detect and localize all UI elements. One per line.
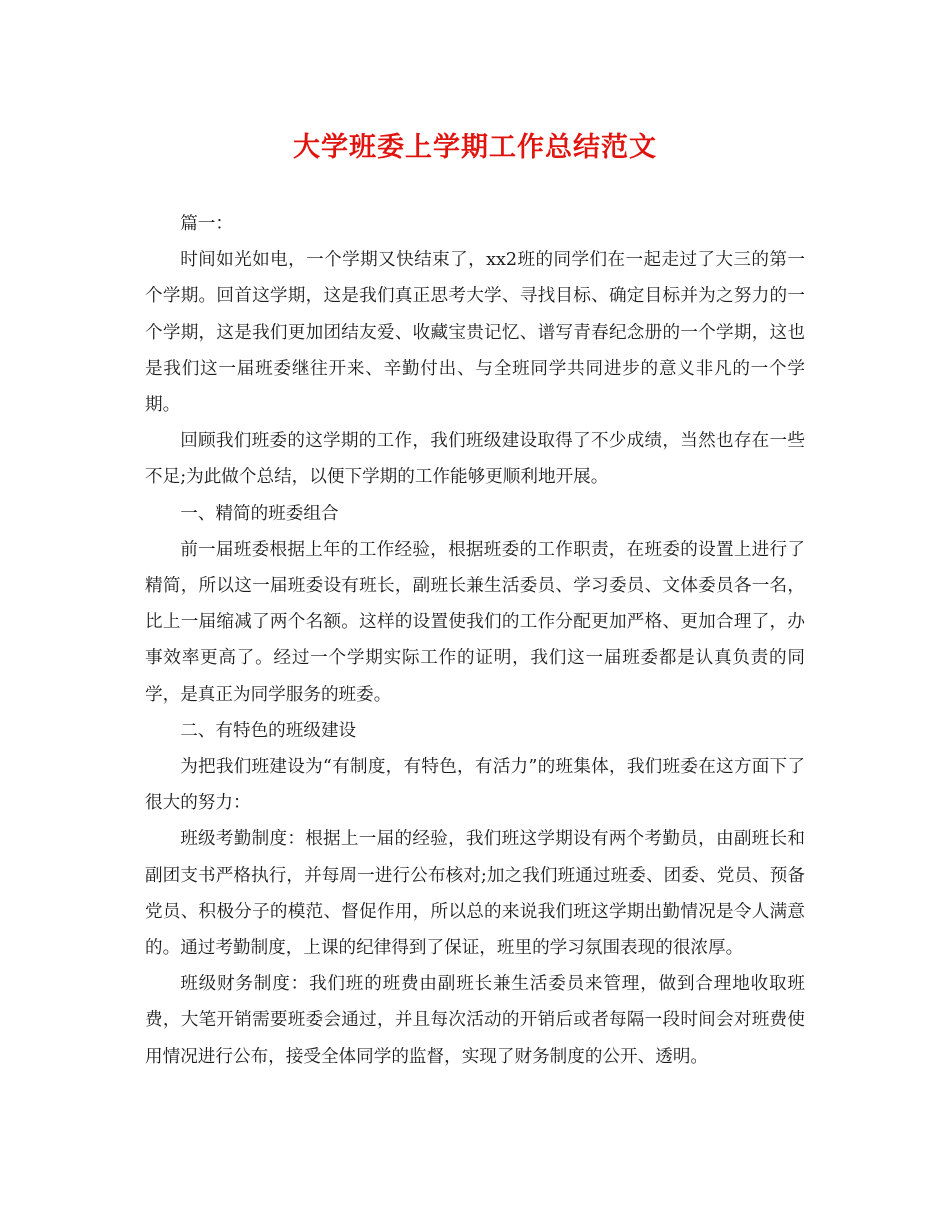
paragraph-attendance: 班级考勤制度：根据上一届的经验，我们班这学期设有两个考勤员，由副班长和副团支书严格执行，并每周一进行公布核对;加之我们班通过班委、团委、党员、预备党员、积极分子的模范、督促作用，所以总的来说我们班这学期出勤情况是令人满意的。通过考勤制度，上课的纪律得到了保证，班里的学习氛围表现的很浓厚。 <box>145 829 805 959</box>
paragraph-intro: 时间如光如电，一个学期又快结束了，xx2班的同学们在一起走过了大三的第一个学期。回首这学期，这是我们真正思考大学、寻找目标、确定目标并为之努力的一个学期，这是我们更加团结友爱、收藏宝贵记忆、谱写青春纪念册的一个学期，这也是我们这一届班委继往开来、辛勤付出、与全班同学共同进步的意义非凡的一个学期。 <box>145 250 805 416</box>
paragraph-finance: 班级财务制度：我们班的班费由副班长兼生活委员来管理，做到合理地收取班费，大笔开销需要班委会通过，并且每次活动的开销后或者每隔一段时间会对班费使用情况进行公布，接受全体同学的监督，实现了财务制度的公开、透明。 <box>145 974 805 1067</box>
paragraph-part-label: 篇一： <box>180 214 233 234</box>
section-heading-1: 一、精简的班委组合 <box>180 503 339 524</box>
section-heading-2: 二、有特色的班级建设 <box>180 720 357 741</box>
paragraph-review: 回顾我们班委的这学期的工作，我们班级建设取得了不少成绩，当然也存在一些不足;为此做个总结，以便下学期的工作能够更顺利地开展。 <box>145 431 805 488</box>
paragraph-class-building: 为把我们班建设为“有制度，有特色，有活力”的班集体，我们班委在这方面下了很大的努力： <box>145 757 805 814</box>
paragraph-committee: 前一届班委根据上年的工作经验，根据班委的工作职责，在班委的设置上进行了精简，所以这一届班委设有班长，副班长兼生活委员、学习委员、文体委员各一名，比上一届缩减了两个名额。这样的设置使我们的工作分配更加严格、更加合理了，办事效率更高了。经过一个学期实际工作的证明，我们这一届班委都是认真负责的同学，是真正为同学服务的班委。 <box>145 539 805 705</box>
document-body <box>145 206 805 1075</box>
document-title: 大学班委上学期工作总结范文 <box>293 132 657 163</box>
